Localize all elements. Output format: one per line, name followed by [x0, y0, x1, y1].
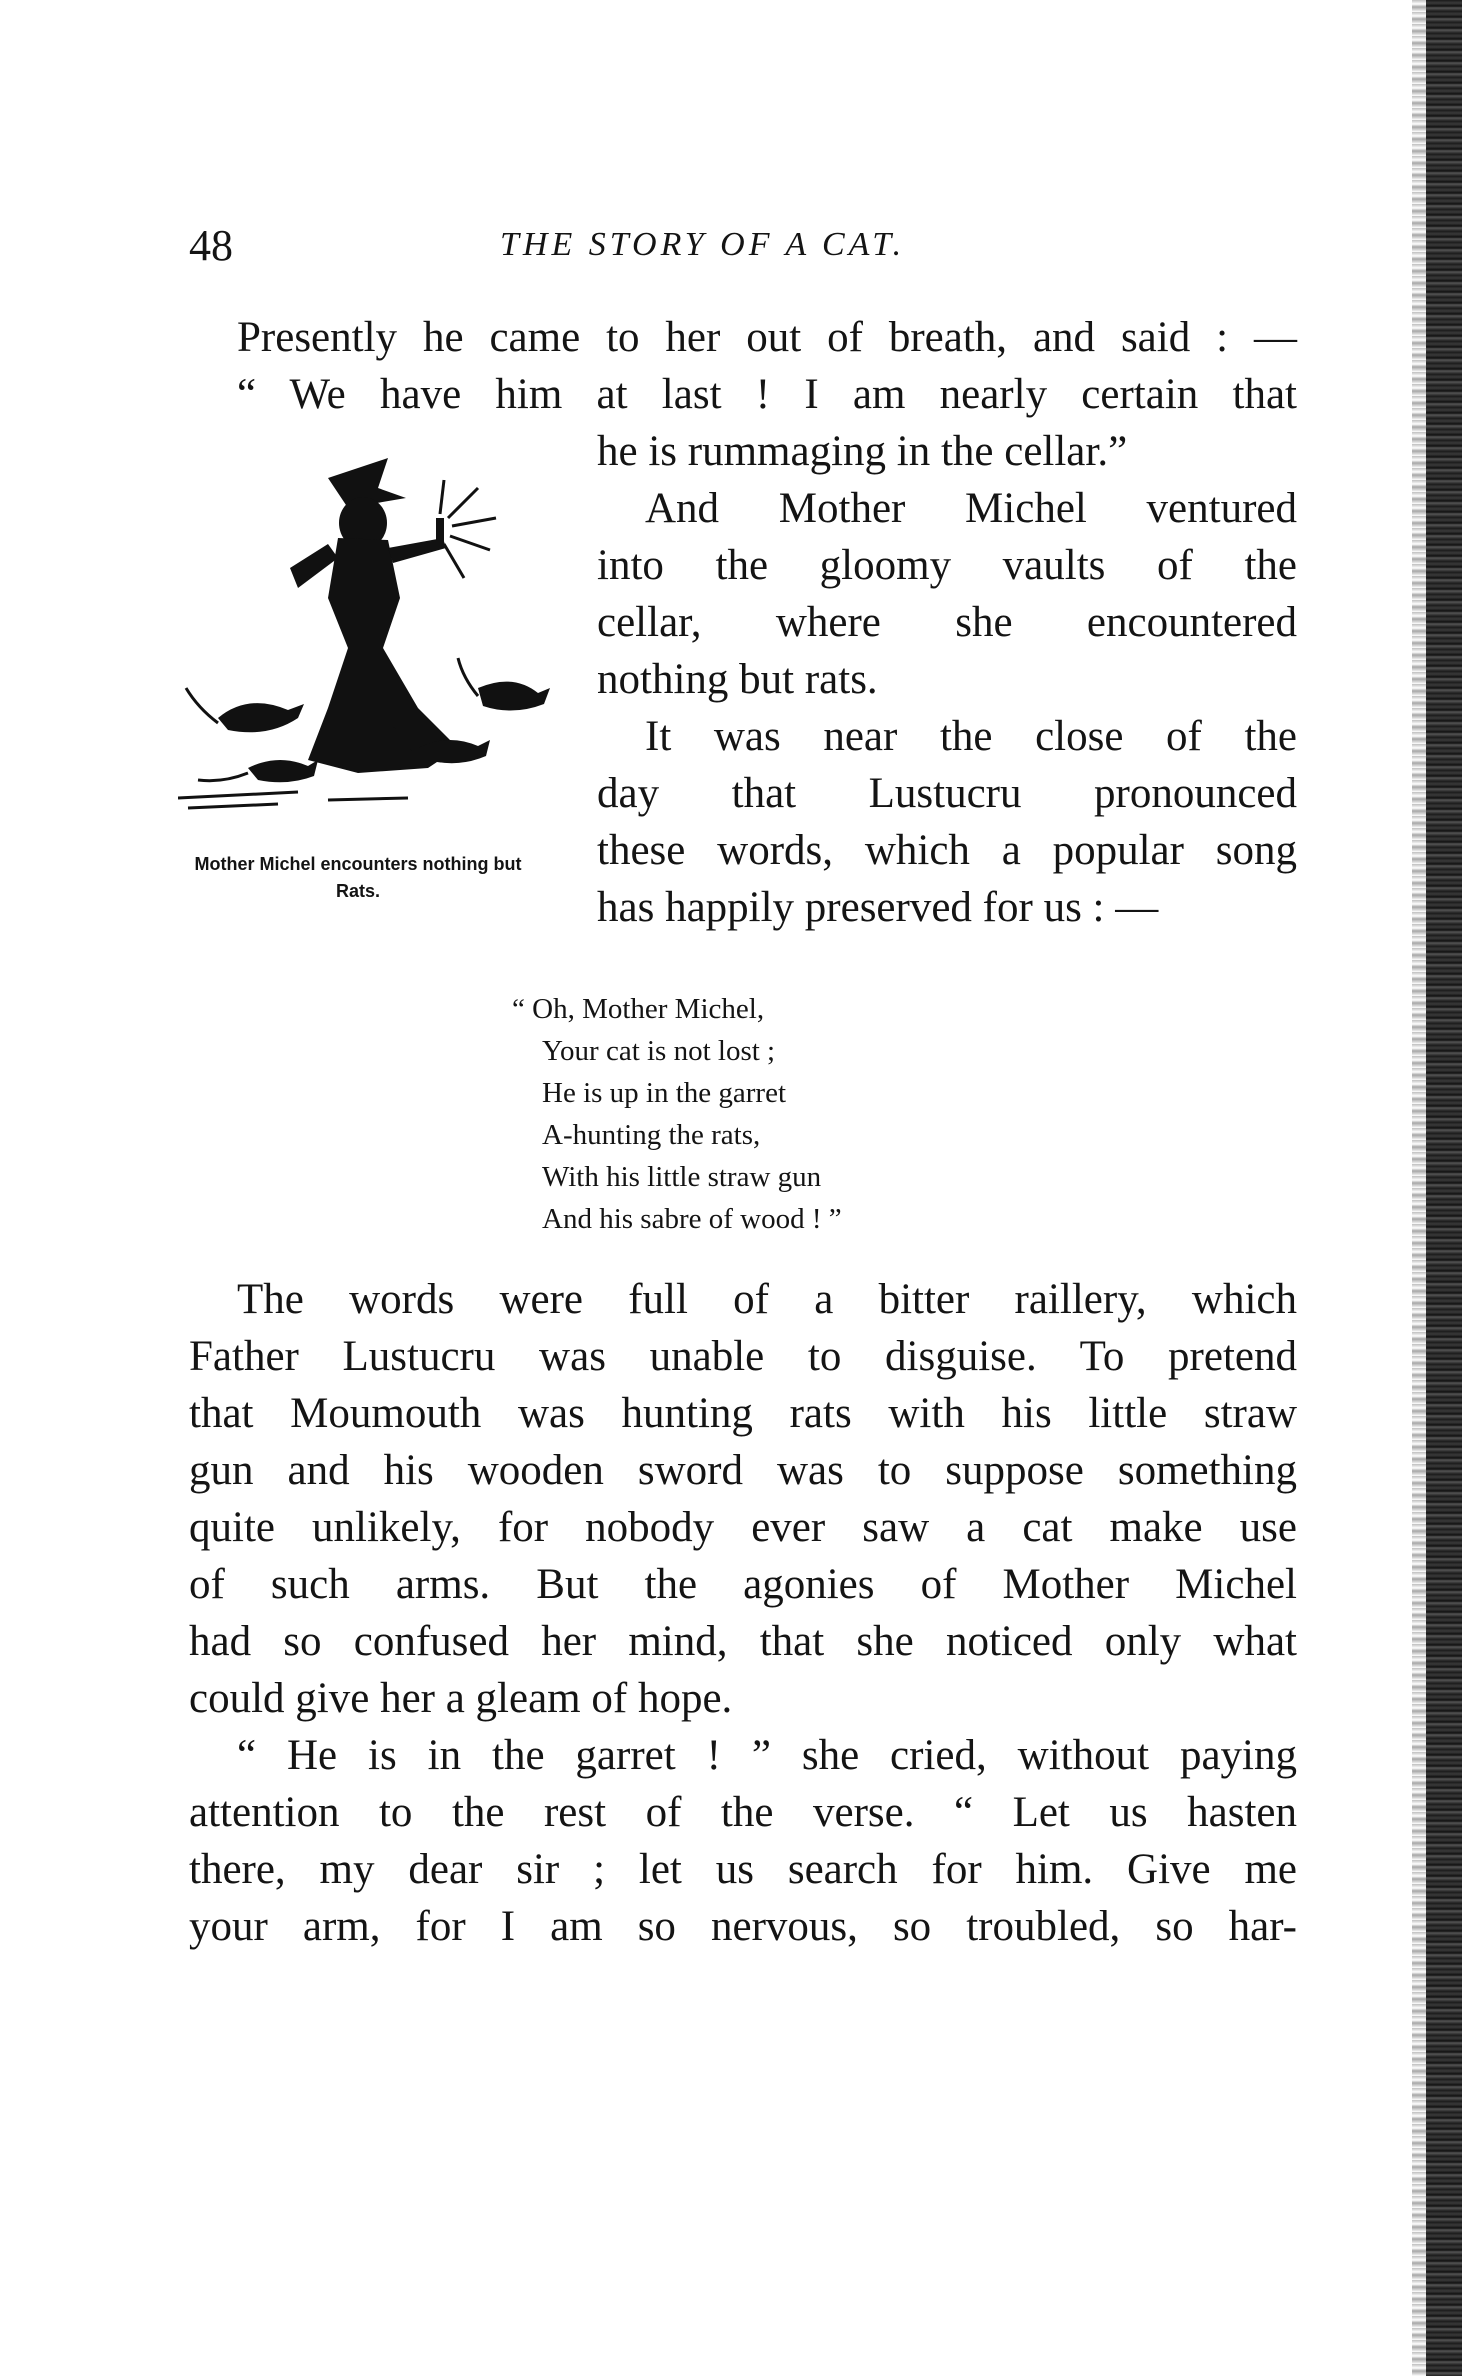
- verse-line: “ Oh, Mother Michel,: [512, 993, 765, 1025]
- text-line: cellar, where she encountered: [597, 599, 1297, 646]
- page-number: 48: [189, 221, 233, 270]
- text-line: attention to the rest of the verse. “ Let us hasten: [189, 1789, 1297, 1836]
- silhouette-drawing: [178, 448, 578, 828]
- text-line: day that Lustucru pronounced: [597, 770, 1297, 817]
- text-line: into the gloomy vaults of the: [597, 542, 1297, 589]
- text-line: that Moumouth was hunting rats with his little straw: [189, 1390, 1297, 1437]
- text-line: he is rummaging in the cellar.”: [597, 428, 1128, 475]
- text-line: these words, which a popular song: [597, 827, 1297, 874]
- text-line: Father Lustucru was unable to disguise. To pretend: [189, 1333, 1297, 1380]
- text-line: could give her a gleam of hope.: [189, 1675, 733, 1722]
- text-line: “ We have him at last ! I am nearly certain that: [237, 371, 1297, 418]
- verse-line: A-hunting the rats,: [542, 1119, 761, 1151]
- text-line: has happily preserved for us : —: [597, 884, 1159, 931]
- text-line: had so confused her mind, that she noticed only what: [189, 1618, 1297, 1665]
- text-line: The words were full of a bitter raillery, which: [237, 1276, 1297, 1323]
- text-line: your arm, for I am so nervous, so troubled, so har-: [189, 1903, 1297, 1950]
- text-line: Presently he came to her out of breath, and said : —: [237, 314, 1297, 361]
- text-line: quite unlikely, for nobody ever saw a cat make use: [189, 1504, 1297, 1551]
- running-head: THE STORY OF A CAT.: [500, 226, 906, 263]
- text-line: “ He is in the garret ! ” she cried, without paying: [237, 1732, 1297, 1779]
- verse-line: And his sabre of wood ! ”: [542, 1203, 842, 1235]
- verse-line: With his little straw gun: [542, 1161, 822, 1193]
- text-line: there, my dear sir ; let us search for him. Give me: [189, 1846, 1297, 1893]
- verse-line: He is up in the garret: [542, 1077, 787, 1109]
- verse-block: [512, 988, 842, 1240]
- figure-caption: Mother Michel encounters nothing but Rats.: [194, 854, 522, 901]
- text-line: And Mother Michel ventured: [645, 485, 1297, 532]
- text-line: of such arms. But the agonies of Mother Michel: [189, 1561, 1297, 1608]
- binding-edge: [1426, 0, 1462, 2376]
- text-line: gun and his wooden sword was to suppose something: [189, 1447, 1297, 1494]
- illustration-mother-michel: [178, 448, 578, 828]
- text-line: It was near the close of the: [645, 713, 1297, 760]
- verse-line: Your cat is not lost ;: [542, 1035, 776, 1067]
- text-line: nothing but rats.: [597, 656, 878, 703]
